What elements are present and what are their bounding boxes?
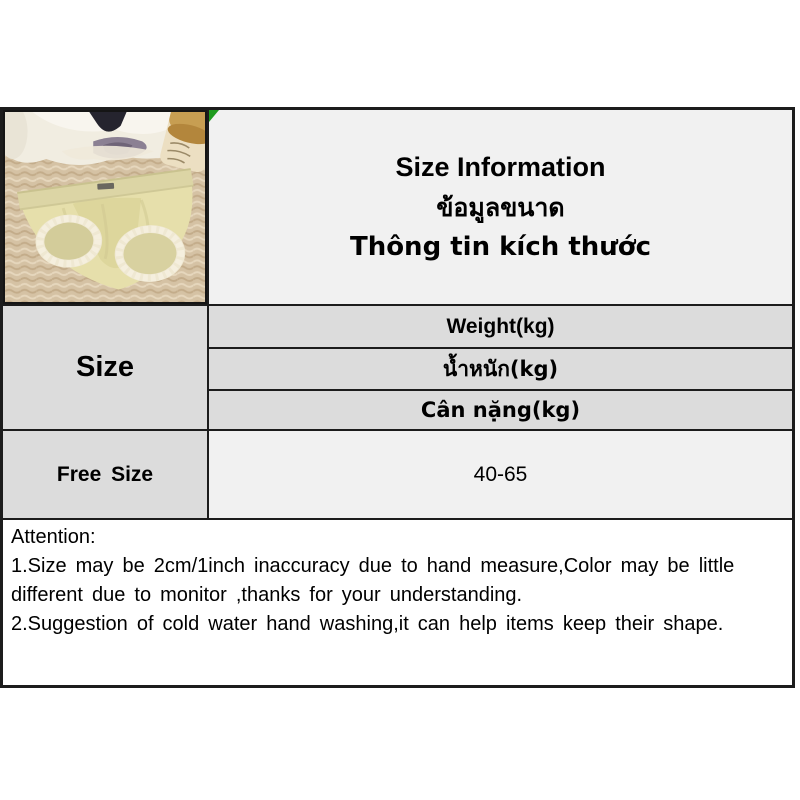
- title-thai: ข้อมูลขนาด: [436, 192, 565, 222]
- attention-section: [3, 520, 792, 685]
- weight-header-thai: น้ำหนัก(kg): [209, 349, 792, 389]
- weight-header-english: Weight(kg): [209, 306, 792, 347]
- attention-heading: Attention:: [11, 526, 96, 548]
- attention-note-1: 1.Size may be 2cm/1inch inaccuracy due to hand measure,Color may be little different due to monitor ,thanks for your understanding.: [11, 555, 735, 606]
- title-cell: [209, 110, 792, 304]
- size-row-label: Free Size: [3, 431, 207, 518]
- weight-header-vietnamese: Cân nặng(kg): [209, 391, 792, 429]
- size-chart-table: [0, 107, 795, 688]
- attention-note-2: 2.Suggestion of cold water hand washing,it can help items keep their shape.: [11, 613, 724, 635]
- product-photo-cell: [3, 110, 207, 304]
- corner-flag-icon: [209, 110, 219, 122]
- product-photo: [5, 112, 205, 302]
- size-row-weight-range: 40-65: [209, 431, 792, 518]
- waistband-logo: [97, 183, 114, 190]
- title-english: Size Information: [395, 152, 606, 183]
- size-column-header: Size: [3, 306, 207, 429]
- title-vietnamese: Thông tin kích thước: [349, 231, 652, 262]
